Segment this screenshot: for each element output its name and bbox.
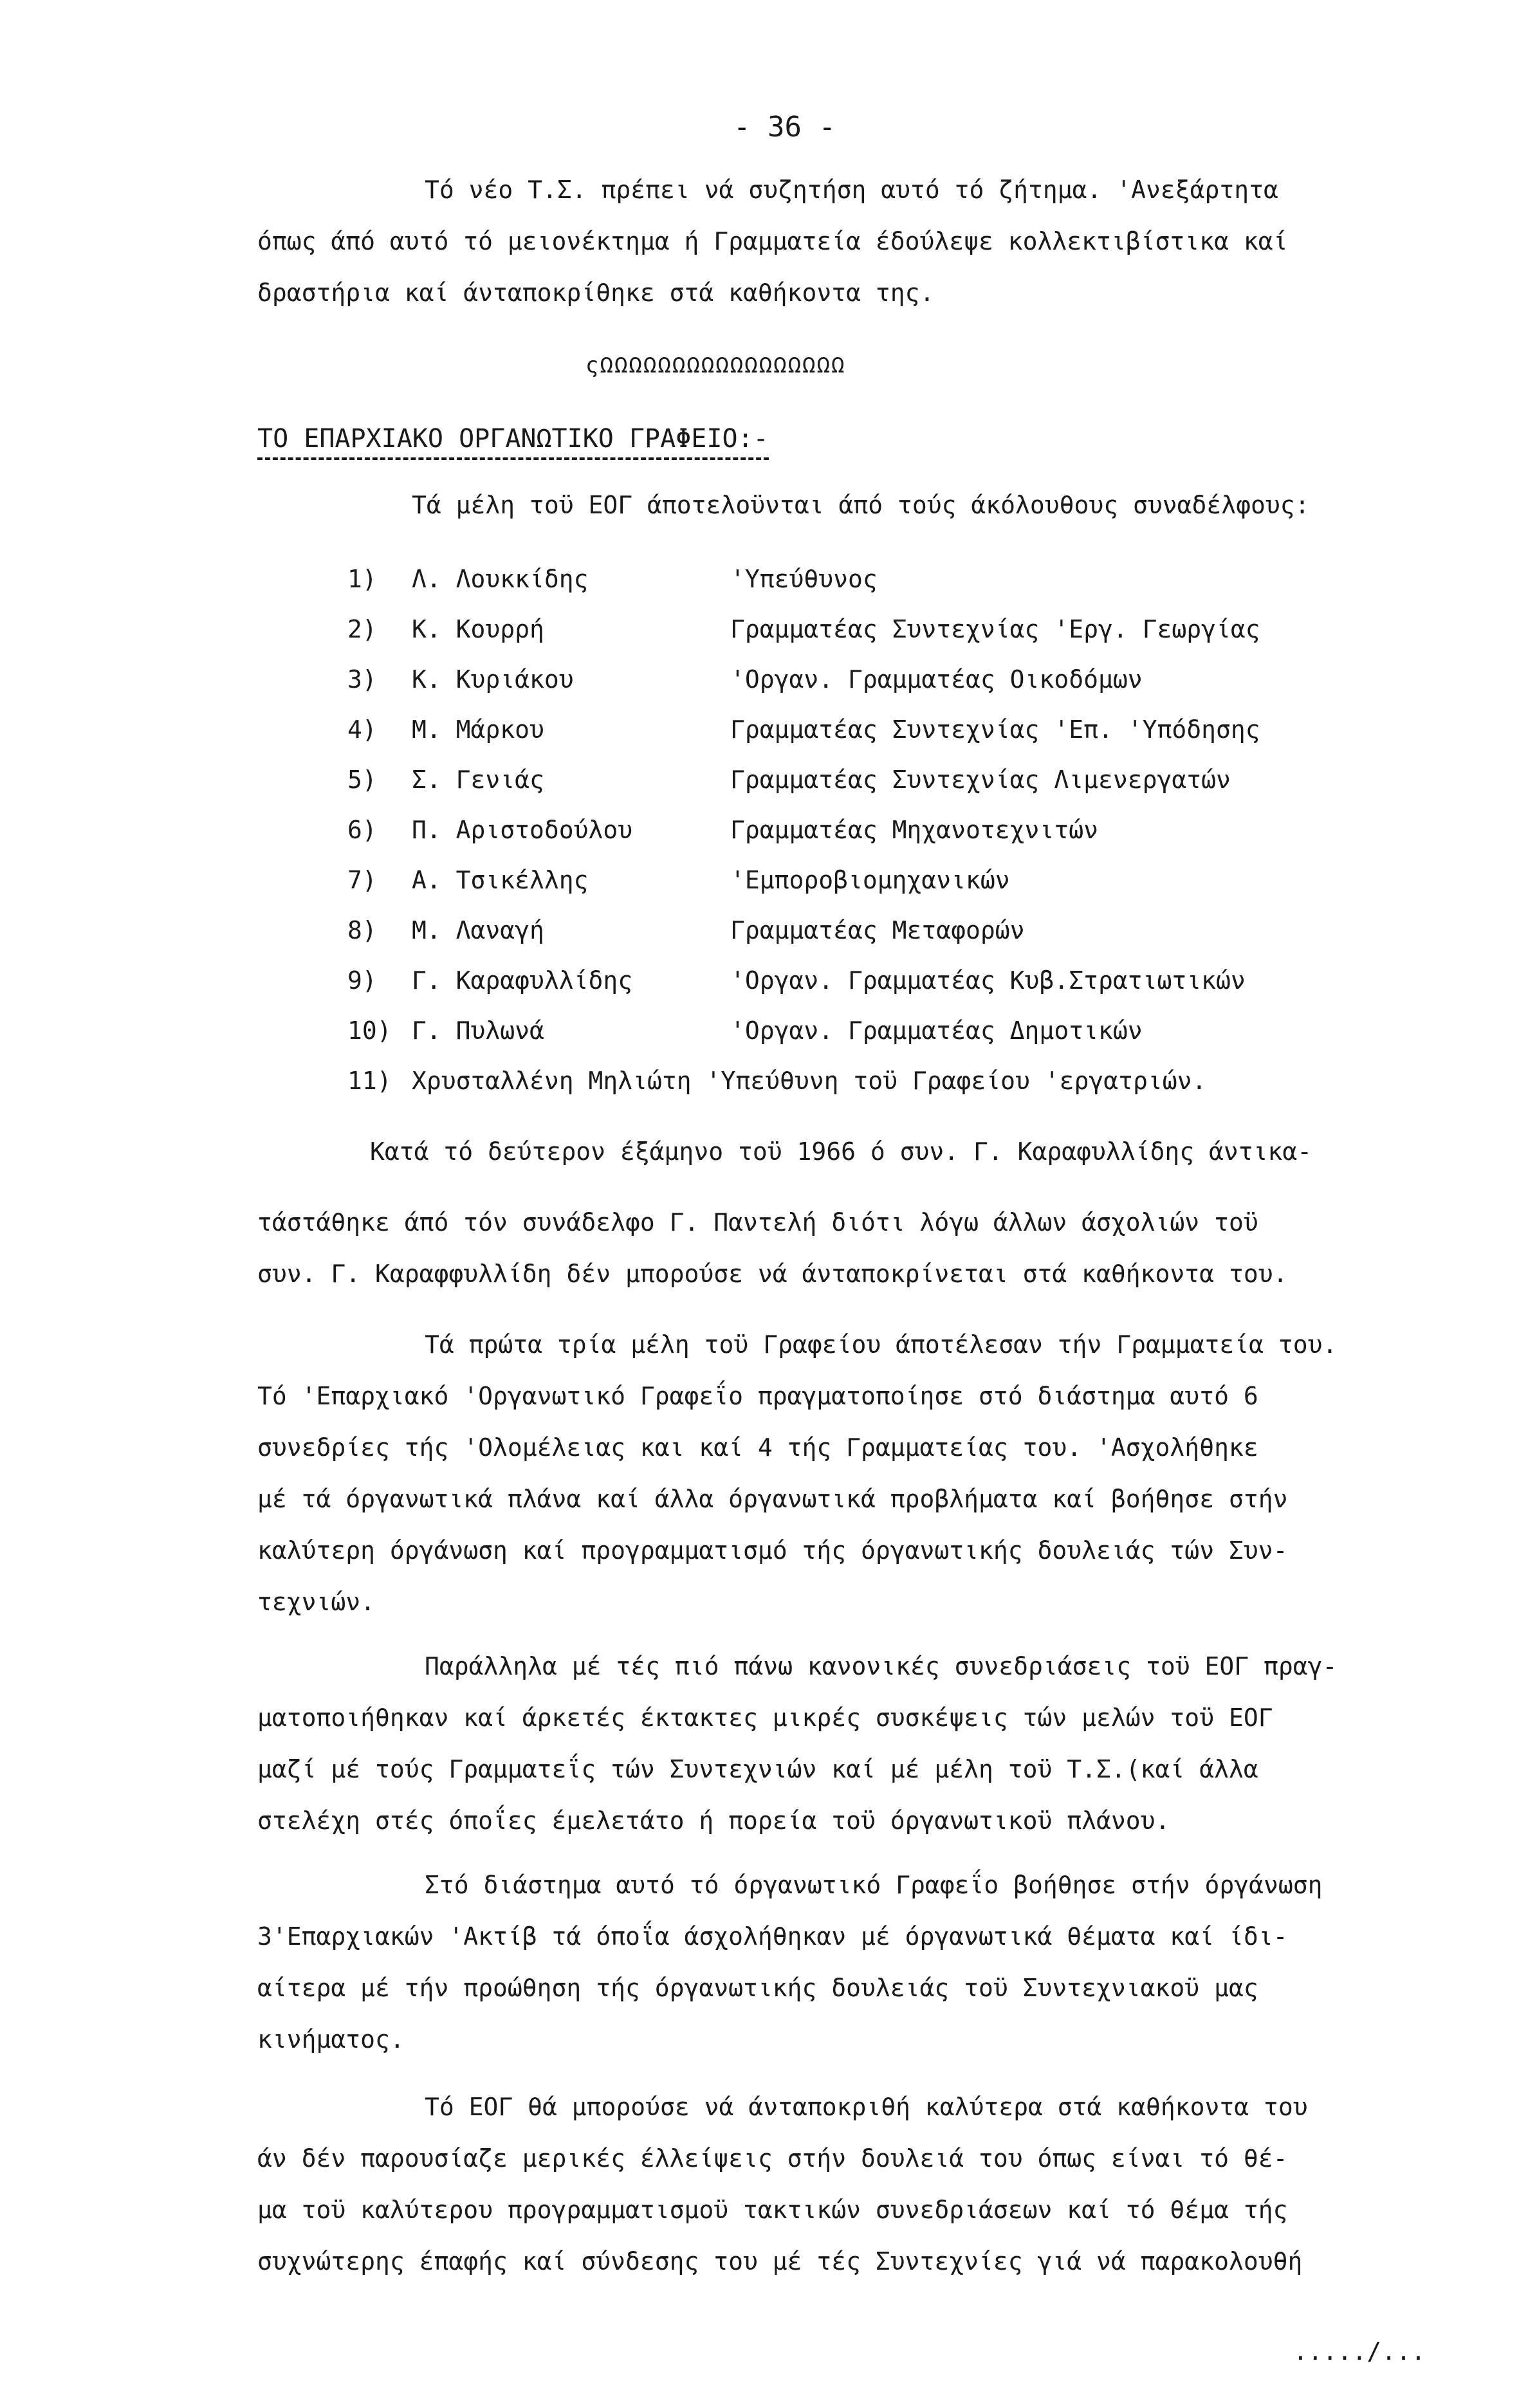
member-role: 'Οργαν. Γραμματέας Κυβ.Στρατιωτικών	[730, 966, 1246, 995]
para3-line-2: ματοποιήθηκαν καί άρκετές έκτακτες μικρές συσκέψεις τών μελών τοϋ ΕΟΓ	[257, 1704, 1273, 1732]
member-role: Γραμματέας Συντεχνίας Λιμενεργατών	[730, 766, 1231, 794]
member-role: Γραμματέας Συντεχνίας 'Επ. 'Υπόδησης	[730, 715, 1260, 744]
para3-line-1: Παράλληλα μέ τές πιό πάνω κανονικές συνεδριάσεις τοϋ ΕΟΓ πραγ-	[425, 1652, 1338, 1680]
intro-line-1: Τό νέο Τ.Σ. πρέπει νά συζητήση αυτό τό ζήτημα. 'Ανεξάρτητα	[425, 176, 1278, 204]
member-role: 'Οργαν. Γραμματέας Οικοδόμων	[730, 665, 1143, 694]
member-row	[347, 713, 1441, 752]
member-row	[347, 814, 1441, 852]
para5-line-2: άν δέν παρουσίαζε μερικές έλλείψεις στήν δουλειά του όπως είναι τό θέ-	[257, 2144, 1288, 2173]
member-row	[347, 864, 1441, 903]
member-role: 'Υπεύθυνος	[730, 565, 878, 593]
member-name: Σ. Γενιάς	[412, 766, 544, 794]
member-role: Γραμματέας Μηχανοτεχνιτών	[730, 816, 1098, 844]
para2-line-3: συνεδρίες τής 'Ολομέλειας και καί 4 τής Γραμματείας του. 'Ασχολήθηκε	[257, 1433, 1258, 1462]
member-row	[347, 964, 1441, 1003]
member-role: 'Εμποροβιομηχανικών	[730, 866, 1010, 894]
member-row	[347, 1065, 1441, 1103]
para1-line-2: τάστάθηκε άπό τόν συνάδελφο Γ. Παντελή διότι λόγω άλλων άσχολιών τοϋ	[257, 1208, 1258, 1236]
member-number: 9)	[347, 966, 377, 995]
member-number: 10)	[347, 1016, 392, 1045]
member-row	[347, 914, 1441, 953]
para5-line-3: μα τοϋ καλύτερου προγραμματισμοϋ τακτικών συνεδριάσεων καί τό θέμα τής	[257, 2196, 1288, 2224]
member-role: Γραμματέας Μεταφορών	[730, 916, 1025, 944]
member-row	[347, 1015, 1441, 1053]
para2-line-5: καλύτερη όργάνωση καί προγραμματισμό τής όργανωτικής δουλειάς τών Συν-	[257, 1536, 1288, 1565]
para5-line-4: συχνώτερης έπαφής καί σύνδεσης του μέ τές Συντεχνίες γιά νά παρακολουθή	[257, 2247, 1303, 2275]
para1-line-1: Κατά τό δεύτερον έξάμηνο τοϋ 1966 ό συν. Γ. Καραφυλλίδης άντικα-	[370, 1137, 1312, 1166]
member-row	[347, 663, 1441, 702]
member-number: 4)	[347, 715, 377, 744]
member-role: Γραμματέας Συντεχνίας 'Εργ. Γεωργίας	[730, 615, 1260, 643]
member-name: Γ. Πυλωνά	[412, 1016, 544, 1045]
para2-line-2: Τό 'Επαρχιακό 'Οργανωτικό Γραφεΐο πραγματοποίησε στό διάστημα αυτό 6	[257, 1382, 1258, 1410]
para5-line-1: Τό ΕΟΓ θά μπορούσε νά άνταποκριθή καλύτερα στά καθήκοντα του	[425, 2093, 1308, 2121]
para4-line-2: 3'Επαρχιακών 'Ακτίβ τά όποΐα άσχολήθηκαν μέ όργανωτικά θέματα καί ίδι-	[257, 1922, 1288, 1951]
para4-line-4: κινήματος.	[257, 2025, 405, 2054]
para3-line-3: μαζί μέ τούς Γραμματεΐς τών Συντεχνιών καί μέ μέλη τοϋ Τ.Σ.(καί άλλα	[257, 1755, 1258, 1783]
section-heading: ΤΟ ΕΠΑΡΧΙΑΚΟ ΟΡΓΑΝΩΤΙΚΟ ΓΡΑΦΕΙΟ:-	[257, 421, 769, 460]
member-number: 8)	[347, 916, 377, 944]
para4-line-1: Στό διάστημα αυτό τό όργανωτικό Γραφεΐο βοήθησε στήν όργάνωση	[425, 1871, 1323, 1899]
member-name: Μ. Λαναγή	[412, 916, 544, 944]
member-row	[347, 563, 1441, 602]
member-number: 1)	[347, 565, 377, 593]
para1-line-3: συν. Γ. Καραφφυλλίδη δέν μπορούσε νά άνταποκρίνεται στά καθήκοντα του.	[257, 1260, 1288, 1288]
member-name: Χρυσταλλένη Μηλιώτη 'Υπεύθυνη τοϋ Γραφείου 'εργατριών.	[412, 1067, 1207, 1095]
member-row	[347, 764, 1441, 802]
para2-line-4: μέ τά όργανωτικά πλάνα καί άλλα όργανωτικά προβλήματα καί βοήθησε στήν	[257, 1485, 1288, 1513]
page-number: - 36 -	[733, 111, 836, 143]
para2-line-1: Τά πρώτα τρία μέλη τοϋ Γραφείου άποτέλεσαν τήν Γραμματεία του.	[425, 1330, 1338, 1359]
member-name: Μ. Μάρκου	[412, 715, 544, 744]
intro-line-3: δραστήρια καί άνταποκρίθηκε στά καθήκοντα της.	[257, 279, 935, 307]
member-name: Α. Τσικέλλης	[412, 866, 589, 894]
member-number: 6)	[347, 816, 377, 844]
member-role: 'Οργαν. Γραμματέας Δημοτικών	[730, 1016, 1143, 1045]
member-number: 5)	[347, 766, 377, 794]
continuation-mark: ...../...	[1293, 2337, 1426, 2366]
member-row	[347, 613, 1441, 652]
member-name: Λ. Λουκκίδης	[412, 565, 589, 593]
member-number: 11)	[347, 1067, 392, 1095]
member-name: Κ. Κουρρή	[412, 615, 544, 643]
member-name: Π. Αριστοδούλου	[412, 816, 633, 844]
para3-line-4: στελέχη στές όποΐες έμελετάτο ή πορεία τοϋ όργανωτικοϋ πλάνου.	[257, 1806, 1170, 1835]
member-name: Γ. Καραφυλλίδης	[412, 966, 633, 995]
member-number: 2)	[347, 615, 377, 643]
intro-line-2: όπως άπό αυτό τό μειονέκτημα ή Γραμματεία έδούλεψε κολλεκτιβίστικα καί	[257, 227, 1288, 255]
member-number: 7)	[347, 866, 377, 894]
para2-line-6: τεχνιών.	[257, 1588, 376, 1616]
members-intro: Τά μέλη τοϋ ΕΟΓ άποτελοϋνται άπό τούς άκόλουθους συναδέλφους:	[412, 491, 1310, 519]
ornamental-divider: ςΩΩΩΩΩΩΩΩΩΩΩΩΩΩΩΩΩ	[585, 353, 846, 378]
para4-line-3: αίτερα μέ τήν προώθηση τής όργανωτικής δουλειάς τοϋ Συντεχνιακοϋ μας	[257, 1974, 1258, 2002]
member-number: 3)	[347, 665, 377, 694]
member-name: Κ. Κυριάκου	[412, 665, 574, 694]
